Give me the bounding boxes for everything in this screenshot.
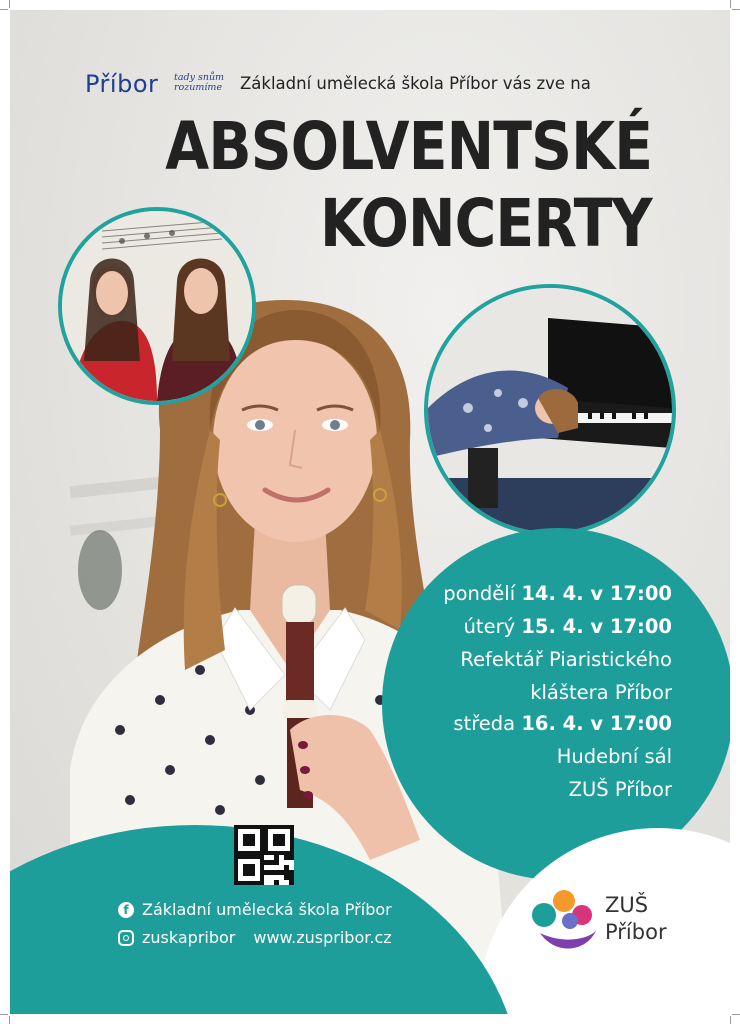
- photo-two-students: [58, 207, 256, 405]
- concert-poster: [10, 10, 730, 1014]
- instagram-handle: zuskapribor: [142, 928, 236, 947]
- qr-finder: [243, 834, 256, 847]
- venue-line: kláštera Příbor: [530, 681, 672, 704]
- town-tagline-line-2: rozumíme: [174, 82, 223, 93]
- crop-mark: [730, 1016, 731, 1024]
- day-label: pondělí: [443, 582, 516, 605]
- zus-logo-icon: [530, 885, 600, 955]
- facebook-name: Základní umělecká škola Příbor: [142, 900, 392, 919]
- town-tagline: [174, 73, 244, 93]
- venue-line: Refektář Piaristického: [460, 648, 672, 671]
- crop-mark: [732, 9, 740, 10]
- schedule-block-refektar: [443, 577, 672, 709]
- qr-module: [274, 880, 279, 885]
- website-link[interactable]: www.zuspribor.cz: [253, 928, 392, 947]
- venue-line: Hudební sál: [556, 745, 672, 768]
- town-logo: Příbor: [85, 70, 159, 98]
- qr-module: [274, 860, 279, 865]
- instagram-contact[interactable]: [118, 928, 392, 947]
- date-time: 15. 4. v 17:00: [521, 615, 672, 638]
- instagram-icon: [118, 930, 134, 946]
- crop-mark: [9, 0, 10, 8]
- zus-logo-text: [605, 892, 667, 946]
- qr-module: [289, 880, 294, 885]
- crop-mark: [9, 1016, 10, 1024]
- town-tagline-line-1: tady snům: [174, 72, 225, 83]
- qr-finder: [243, 864, 256, 877]
- date-time: 14. 4. v 17:00: [521, 582, 672, 605]
- schedule-line-wednesday: [453, 707, 672, 740]
- day-label: středa: [453, 712, 516, 735]
- title-line-2: KONCERTY: [320, 185, 652, 262]
- invite-text: Základní umělecká škola Příbor vás zve na: [240, 74, 591, 93]
- two-students-illustration: [62, 211, 252, 401]
- crop-mark: [730, 0, 731, 8]
- zus-logo-line-2: Příbor: [605, 920, 667, 944]
- qr-finder: [273, 834, 286, 847]
- photo-piano-student: [424, 284, 676, 536]
- zus-logo-line-1: ZUŠ: [605, 893, 649, 917]
- crop-mark: [0, 1014, 8, 1015]
- venue-line: ZUŠ Příbor: [568, 778, 672, 801]
- qr-code[interactable]: [234, 825, 294, 885]
- title-line-1: ABSOLVENTSKÉ: [165, 108, 652, 185]
- date-time: 16. 4. v 17:00: [521, 712, 672, 735]
- qr-module: [289, 855, 294, 860]
- schedule-line-tuesday: [443, 610, 672, 643]
- facebook-icon: f: [118, 902, 134, 918]
- piano-student-illustration: [428, 288, 672, 532]
- crop-mark: [0, 9, 8, 10]
- schedule-line-monday: [443, 577, 672, 610]
- crop-mark: [732, 1014, 740, 1015]
- facebook-contact[interactable]: [118, 900, 392, 919]
- day-label: úterý: [463, 615, 516, 638]
- schedule-block-hudebni-sal: [453, 707, 672, 806]
